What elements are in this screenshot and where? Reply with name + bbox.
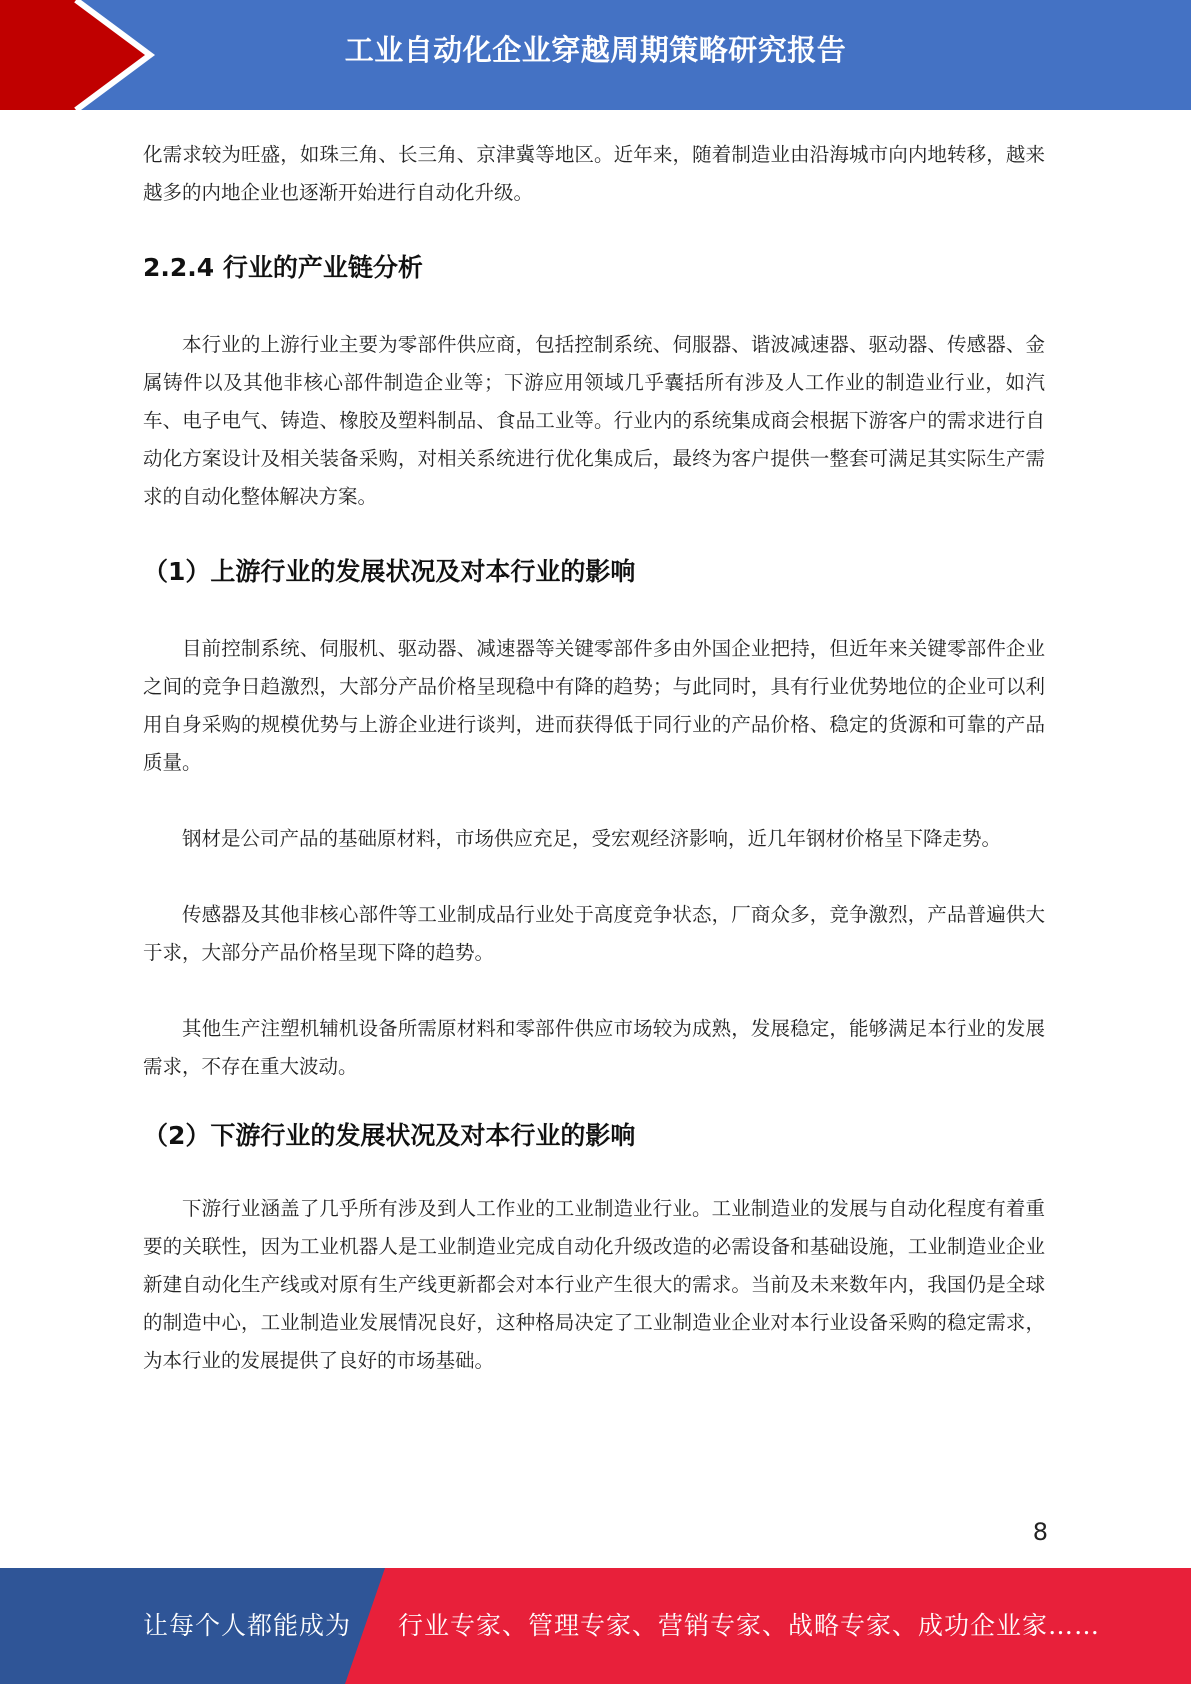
page-number: 8 [1032, 1518, 1048, 1546]
intro-paragraph: 化需求较为旺盛，如珠三角、长三角、京津冀等地区。近年来，随着制造业由沿海城市向内地转移，越来越多的内地企业也逐渐开始进行自动化升级。 [143, 143, 1045, 204]
upstream-heading: （1）上游行业的发展状况及对本行业的影响 [143, 557, 636, 586]
upstream-paragraph-1: 目前控制系统、伺服机、驱动器、减速器等关键零部件多由外国企业把持，但近年来关键零部件企业之间的竞争日趋激烈，大部分产品价格呈现稳中有降的趋势；与此同时，具有行业优势地位的企业可以利用自身采购的规模优势与上游企业进行谈判，进而获得低于同行业的产品价格、稳定的货源和可靠的产品质量。 [143, 637, 1045, 774]
upstream-paragraph-2: 钢材是公司产品的基础原材料，市场供应充足，受宏观经济影响，近几年钢材价格呈下降走势。 [182, 827, 1002, 850]
page-header [0, 0, 1191, 110]
footer-slogan-left: 让每个人都能成为 [143, 1611, 352, 1640]
supply-chain-paragraph: 本行业的上游行业主要为零部件供应商，包括控制系统、伺服器、谐波减速器、驱动器、传感器、金属铸件以及其他非核心部件制造企业等；下游应用领域几乎囊括所有涉及人工作业的制造业行业，如汽车、电子电气、铸造、橡胶及塑料制品、食品工业等。行业内的系统集成商会根据下游客户的需求进行自动化方案设计及相关装备采购，对相关系统进行优化集成后，最终为客户提供一整套可满足其实际生产需求的自动化整体解决方案。 [143, 333, 1045, 508]
downstream-heading: （2）下游行业的发展状况及对本行业的影响 [143, 1121, 636, 1150]
document-body [143, 136, 1045, 1380]
page-footer [0, 1568, 1191, 1684]
downstream-paragraph: 下游行业涵盖了几乎所有涉及到人工作业的工业制造业行业。工业制造业的发展与自动化程度有着重要的关联性，因为工业机器人是工业制造业完成自动化升级改造的必需设备和基础设施，工业制造业企业新建自动化生产线或对原有生产线更新都会对本行业产生很大的需求。当前及未来数年内，我国仍是全球的制造中心，工业制造业发展情况良好，这种格局决定了工业制造业企业对本行业设备采购的稳定需求，为本行业的发展提供了良好的市场基础。 [143, 1197, 1045, 1372]
section-heading-supply-chain: 2.2.4 行业的产业链分析 [143, 253, 423, 282]
report-title: 工业自动化企业穿越周期策略研究报告 [344, 33, 847, 67]
footer-slogan-right: 行业专家、管理专家、营销专家、战略专家、成功企业家…… [398, 1611, 1101, 1640]
upstream-paragraph-4: 其他生产注塑机辅机设备所需原材料和零部件供应市场较为成熟，发展稳定，能够满足本行业的发展需求，不存在重大波动。 [143, 1017, 1045, 1078]
upstream-paragraph-3: 传感器及其他非核心部件等工业制成品行业处于高度竞争状态，厂商众多，竞争激烈，产品普遍供大于求，大部分产品价格呈现下降的趋势。 [143, 903, 1045, 964]
